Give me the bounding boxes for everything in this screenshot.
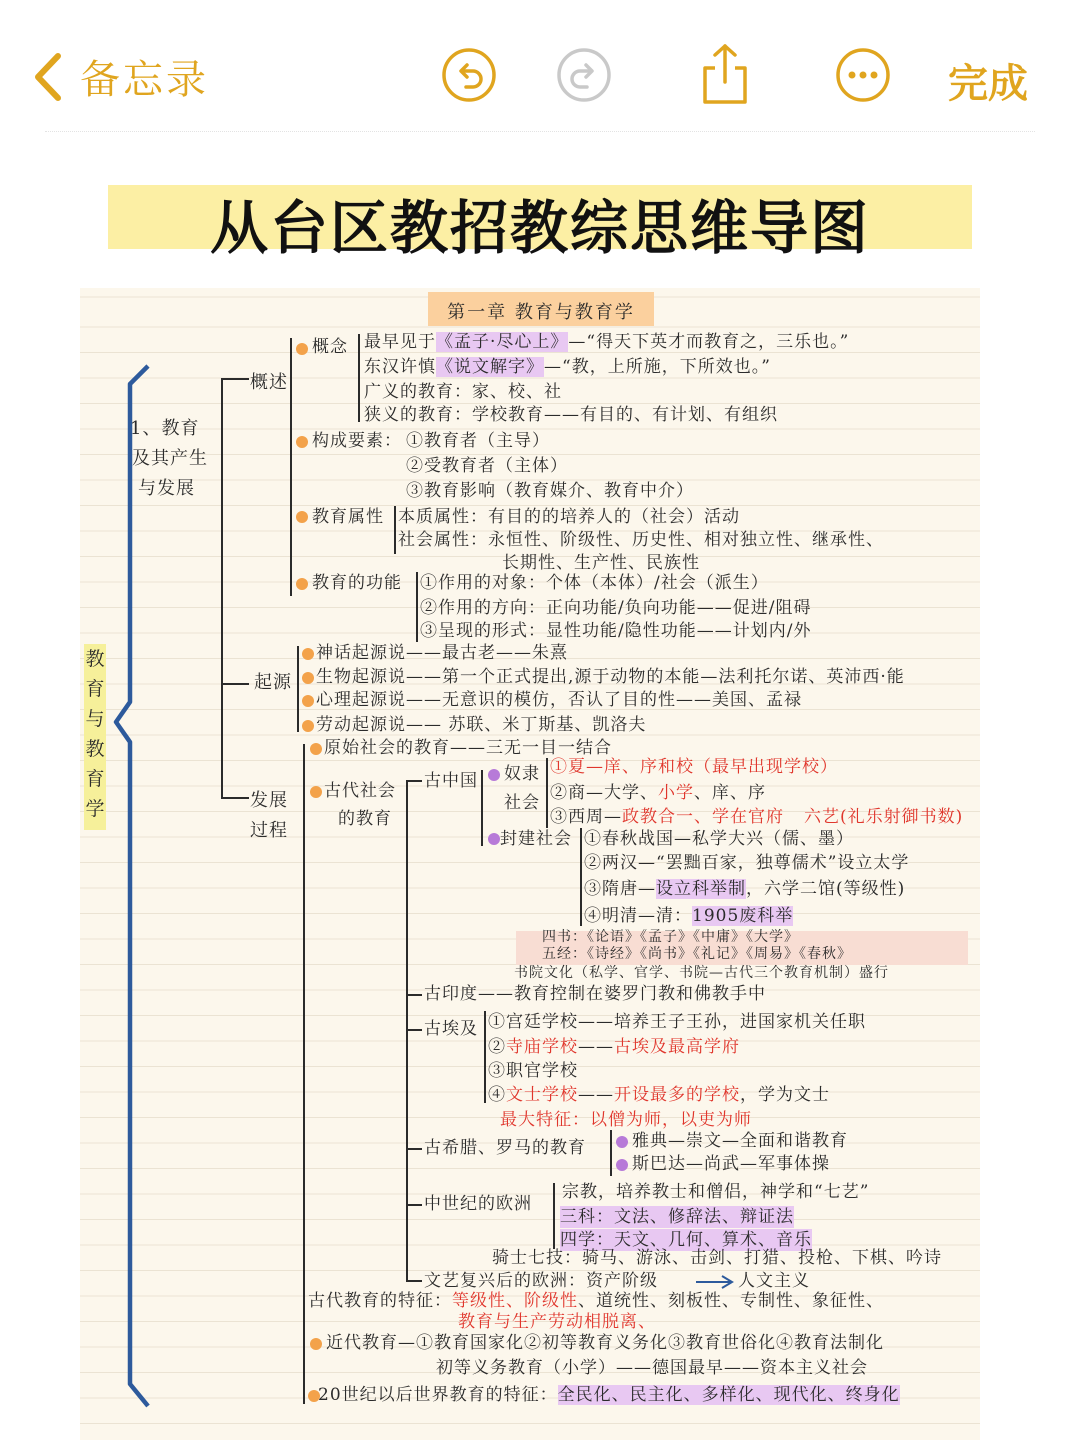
four-books: 四书：《论语》《孟子》《中庸》《大学》 (542, 929, 799, 945)
feudal-item-3: ③隋唐—设立科举制，六学二馆(等级性) (584, 879, 906, 899)
egypt-item-4: ④文士学校——开设最多的学校，学为文士 (488, 1085, 830, 1105)
ancient-traits: 古代教育的特征：等级性、阶级性、道统性、刻板性、专制性、象征性、 (308, 1291, 884, 1311)
concept-label: 概念 (312, 337, 348, 357)
chapter-heading: 第一章 教育与教育学 (428, 292, 654, 326)
branch-overview: 概述 (250, 372, 288, 393)
slave-item-xia: ①夏—庠、序和校（最早出现学校） (550, 757, 838, 777)
back-label: 备忘录 (80, 57, 209, 103)
note-title-text: 从台区教招教综思维导图 (209, 194, 870, 262)
ancient-traits-2: 教育与生产劳动相脱离、 (458, 1312, 656, 1332)
egypt-item-3: ③职官学校 (488, 1061, 578, 1081)
attributes-line-3: 长期性、生产性、民族性 (502, 553, 700, 573)
functions-item-2: ②作用的方向：正向功能/负向功能——促进/阻碍 (420, 598, 812, 618)
origin-item-1: 神话起源说——最古老——朱熹 (316, 643, 568, 663)
slave-society-label-2: 社会 (504, 793, 540, 813)
medieval-europe-label: 中世纪的欧洲 (424, 1194, 532, 1214)
slave-item-shang: ②商—大学、小学、庠、序 (550, 783, 766, 803)
concept-line-1: 最早见于《孟子·尽心上》—“得天下英才而教育之，三乐也。” (364, 332, 850, 352)
branch-develop: 发展 过程 (250, 790, 288, 841)
renaissance-europe: 文艺复兴后的欧洲：资产阶级 (424, 1271, 658, 1291)
functions-item-3: ③呈现的形式：显性功能/隐性功能——计划内/外 (420, 621, 812, 641)
egypt-item-2: ②寺庙学校——古埃及最高学府 (488, 1037, 740, 1057)
quadrivium: 四学：天文、几何、算术、音乐 (560, 1230, 812, 1250)
medieval-line-1: 宗教，培养教士和僧侣，神学和“七艺” (562, 1182, 870, 1202)
origin-item-2: 生物起源说——第一个正式提出,源于动物的本能—法利托尔诺、英沛西·能 (316, 667, 905, 687)
egypt-item-1: ①宫廷学校——培养王子王孙，进国家机关任职 (488, 1012, 866, 1032)
attributes-line-2: 社会属性：永恒性、阶级性、历史性、相对独立性、继承性、 (398, 530, 884, 550)
origin-item-3: 心理起源说——无意识的模仿，否认了目的性——美国、孟禄 (316, 690, 802, 710)
egypt-feature: 最大特征：以僧为师，以吏为师 (500, 1110, 752, 1130)
elements-label: 构成要素： (312, 431, 402, 451)
athens: 雅典—崇文—全面和谐教育 (632, 1131, 848, 1151)
modern-compulsory: 初等义务教育（小学）——德国最早——资本主义社会 (436, 1358, 868, 1378)
branch-origin: 起源 (254, 672, 292, 693)
sparta: 斯巴达—尚武—军事体操 (632, 1154, 830, 1174)
ancient-label-1: 古代社会 (324, 781, 396, 801)
concept-line-3: 广义的教育：家、校、社 (364, 382, 562, 402)
root-brace (108, 362, 158, 1412)
greece-rome-label: 古希腊、罗马的教育 (424, 1138, 586, 1158)
ancient-label-2: 的教育 (338, 809, 392, 829)
done-button[interactable]: 完成 (948, 61, 1028, 107)
concept-line-4: 狭义的教育：学校教育——有目的、有计划、有组织 (364, 405, 778, 425)
elements-item-1: ①教育者（主导） (406, 431, 550, 451)
arrow-right-icon (694, 1274, 736, 1290)
ancient-china: 古中国 (424, 771, 478, 791)
root-label: 教 育 与 教 育 学 (84, 644, 106, 830)
feudal-item-2: ②两汉—“罢黜百家，独尊儒术”设立太学 (584, 853, 910, 873)
feudal-society-label: 封建社会 (500, 829, 572, 849)
five-classics: 五经：《诗经》《尚书》《礼记》《周易》《春秋》 (542, 946, 852, 962)
twentieth-century: 20世纪以后世界教育的特征：全民化、民主化、多样化、现代化、终身化 (318, 1385, 900, 1405)
ancient-egypt-label: 古埃及 (424, 1019, 478, 1039)
trivium: 三科：文法、修辞法、辩证法 (560, 1207, 794, 1227)
elements-item-2: ②受教育者（主体） (406, 456, 568, 476)
feudal-item-4: ④明清—清：1905废科举 (584, 906, 794, 926)
feudal-item-1: ①春秋战国—私学大兴（儒、墨） (584, 829, 854, 849)
attributes-line-1: 本质属性：有目的的培养人的（社会）活动 (398, 507, 740, 527)
ancient-india: 古印度——教育控制在婆罗门教和佛教手中 (424, 984, 766, 1004)
slave-society-label-1: 奴隶 (504, 764, 540, 784)
section-1-label: 1、教育 及其产生 与发展 (130, 418, 208, 499)
concept-line-2: 东汉许慎《说文解字》—“教，上所施，下所效也。” (364, 357, 771, 377)
academy-culture: 书院文化（私学、官学、书院—古代三个教育机制）盛行 (514, 965, 889, 981)
origin-item-4: 劳动起源说—— 苏联、米丁斯基、凯洛夫 (316, 715, 647, 735)
modern-education: 近代教育—①教育国家化②初等教育义务化③教育世俗化④教育法制化 (326, 1333, 884, 1353)
humanism: 人文主义 (738, 1271, 810, 1291)
primitive-education: 原始社会的教育——三无一目一结合 (324, 738, 612, 758)
knight-seven-skills: 骑士七技：骑马、游泳、击剑、打猎、投枪、下棋、吟诗 (492, 1248, 942, 1268)
functions-label: 教育的功能 (312, 573, 402, 593)
elements-item-3: ③教育影响（教育媒介、教育中介） (406, 481, 694, 501)
attributes-label: 教育属性 (312, 507, 384, 527)
slave-item-zhou: ③西周—政教合一、学在官府 六艺(礼乐射御书数) (550, 807, 964, 827)
functions-item-1: ①作用的对象：个体（本体）/社会（派生） (420, 573, 769, 593)
